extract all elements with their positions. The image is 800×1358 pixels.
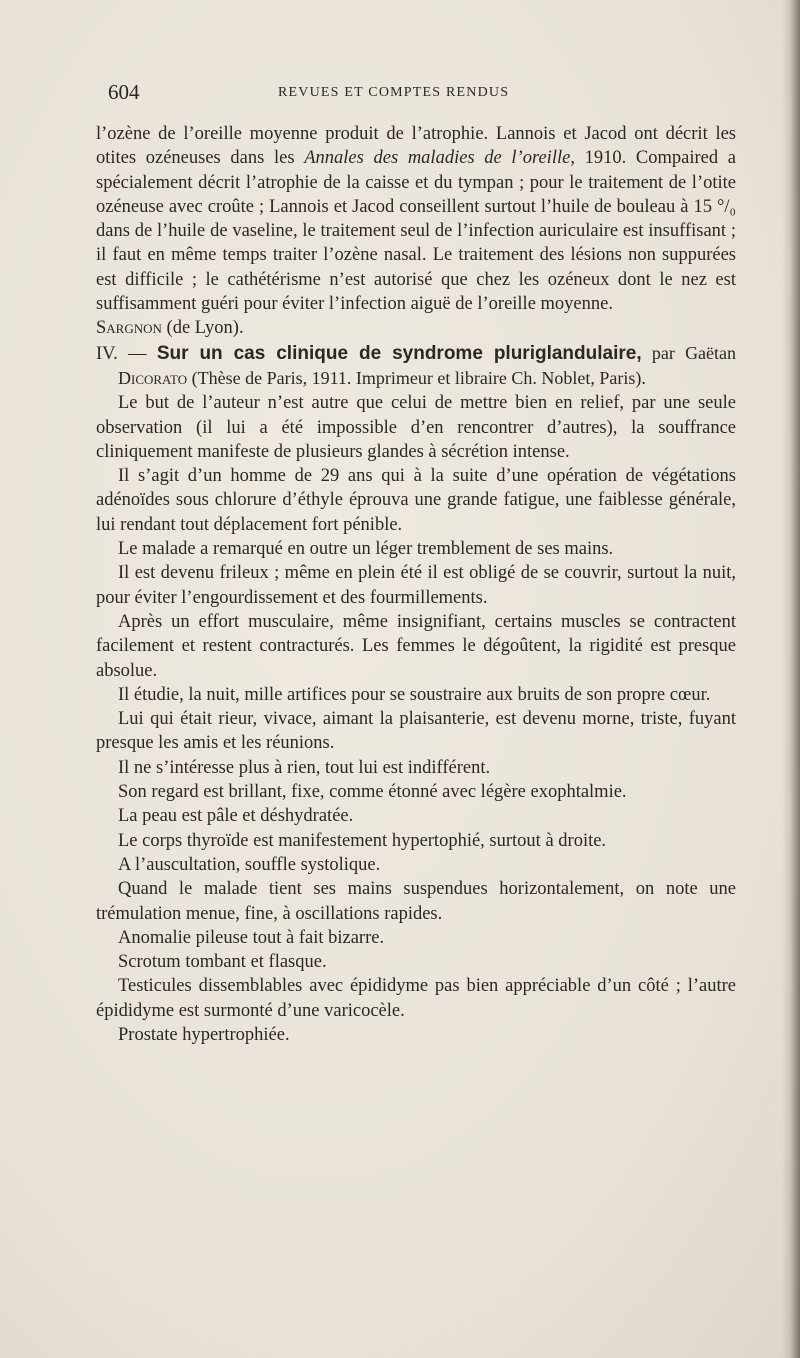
paragraph: Il étudie, la nuit, mille artifices pour se soustraire aux bruits de son propre cœur.: [118, 684, 711, 705]
section-number: IV. —: [96, 343, 147, 364]
paragraph: Le but de l’auteur n’est autre que celui de mettre bien en relief, par une seule observation (il lui a été impossible d’en rencontrer d’autres), la souffrance cliniquement manifeste de plusieurs glandes à sécrétion intense.: [96, 393, 736, 462]
paragraph: Prostate hypertrophiée.: [118, 1024, 290, 1045]
paragraph: Testicules dissemblables avec épididyme pas bien appréciable d’un côté ; l’autre épididyme est surmonté d’une varicocèle.: [96, 976, 736, 1021]
continuation-text-start: l’ozène de l’oreille moyenne produit de l’atrophie. Lannois et Jacod ont décrit les otites ozéneuses dans les: [96, 124, 736, 169]
reviewer-name: Sargnon: [96, 318, 162, 339]
section-details: (Thèse de Paris, 1911. Imprimeur et libraire Ch. Noblet, Paris).: [187, 367, 646, 388]
running-head: REVUES ET COMPTES RENDUS: [278, 85, 510, 100]
page-number: 604: [108, 80, 140, 104]
paragraph: Le malade a remarqué en outre un léger tremblement de ses mains.: [118, 539, 614, 560]
paragraph: Quand le malade tient ses mains suspendues horizontalement, on note une trémulation menue, fine, à oscillations rapides.: [96, 879, 736, 924]
paragraph: La peau est pâle et déshydratée.: [118, 806, 354, 827]
body-text: [96, 122, 736, 1047]
section-author: Dicorato: [118, 367, 188, 388]
continuation-text-end: , 1910. Compaired a spécialement décrit l’atrophie de la caisse et du tympan ; pour le traitement de l’otite ozéneuse avec croûte ; Lannois et Jacod conseillent surtout l’huile de bouleau à 15 °/₀ dans de l’huile de vaseline, le traitement seul de l’infection auriculaire est insuffisant ; il faut en même temps traiter l’ozène nasal. Le traitement des lésions non suppurées est difficile ; le cathétérisme n’est autorisé que chez les ozéneux dont le nez est suffisamment guéri pour éviter l’infection aiguë de l’oreille moyenne.: [96, 148, 736, 315]
paragraph: Lui qui était rieur, vivace, aimant la plaisanterie, est devenu morne, triste, fuyant presque les amis et les réunions.: [96, 709, 736, 754]
paragraph: Il s’agit d’un homme de 29 ans qui à la suite d’une opération de végétations adénoïdes sous chlorure d’éthyle éprouva une grande fatigue, une faiblesse générale, lui rendant tout déplacement fort pénible.: [96, 466, 736, 535]
page-header: [108, 80, 736, 116]
reviewer-place: (de Lyon).: [166, 318, 244, 339]
section-heading: [96, 341, 736, 392]
journal-title: Annales des maladies de l’oreille: [304, 148, 571, 169]
section-by: par Gaëtan: [651, 342, 737, 363]
paragraph: Scrotum tombant et flasque.: [118, 952, 327, 973]
paragraph: Après un effort musculaire, même insignifiant, certains muscles se contractent facilement et restent contracturés. Les femmes le dégoûtent, la rigidité est presque absolue.: [96, 611, 736, 681]
paragraph: Le corps thyroïde est manifestement hypertophié, surtout à droite.: [118, 830, 607, 851]
continuation-paragraph: [96, 122, 736, 316]
page-edge-shadow: [782, 0, 800, 1358]
paragraph: Il ne s’intéresse plus à rien, tout lui est indifférent.: [118, 757, 491, 778]
paragraph: Son regard est brillant, fixe, comme étonné avec légère exophtalmie.: [118, 782, 627, 803]
paragraph: Anomalie pileuse tout à fait bizarre.: [118, 927, 385, 948]
paragraph: Il est devenu frileux ; même en plein été il est obligé de se couvrir, surtout la nuit, pour éviter l’engourdissement et des fourmillements.: [96, 563, 736, 608]
paragraph: A l’auscultation, souffle systolique.: [118, 854, 381, 875]
section-title: Sur un cas clinique de syndrome pluriglandulaire,: [156, 342, 642, 364]
reviewer-signature: [96, 316, 736, 340]
